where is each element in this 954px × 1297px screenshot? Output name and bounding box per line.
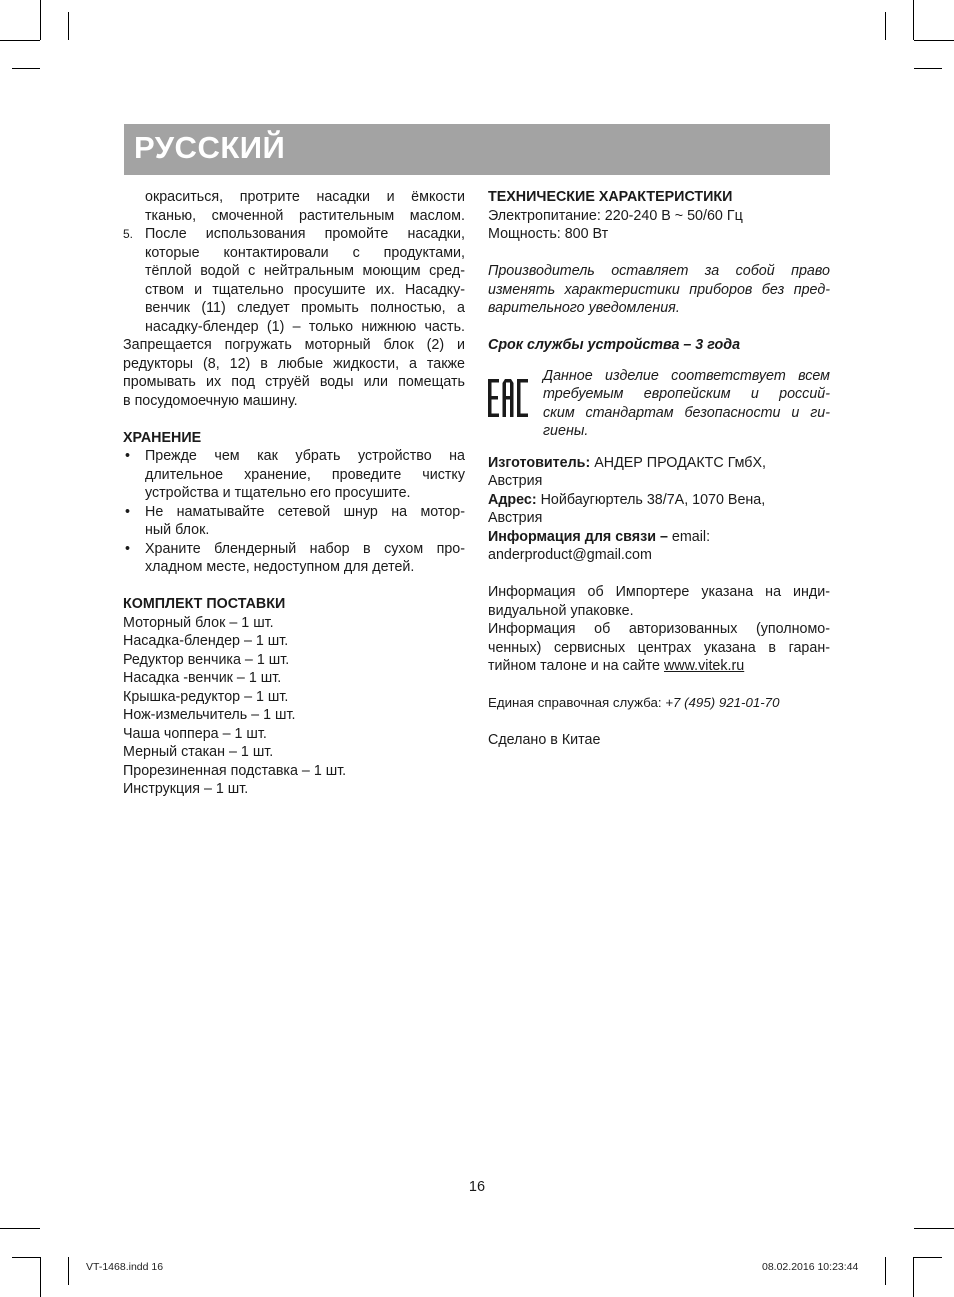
package-list (123, 614, 465, 799)
contact-info (488, 528, 830, 547)
page-title: РУССКИЙ (134, 130, 286, 165)
warning-paragraph (123, 336, 465, 410)
list-item: Моторный блок – 1 шт. (123, 614, 274, 631)
crop-mark (913, 0, 914, 40)
text-line: Не наматывайте сетевой шнур на мотор- (145, 503, 465, 520)
list-item: Нож-измельчитель – 1 шт. (123, 707, 296, 723)
storage-item (123, 540, 465, 577)
text-line: Храните блендерный набор в сухом про- (145, 540, 465, 557)
package-heading: КОМПЛЕКТ ПОСТАВКИ (123, 596, 286, 612)
crop-mark (40, 1257, 41, 1297)
text-line: ченных) сервисных центрах указана в гаран- (488, 639, 830, 656)
eac-logo-icon (488, 379, 528, 417)
step-5 (123, 225, 465, 336)
bullet: • (125, 503, 131, 520)
text-line: изменять характеристики приборов без пред- (488, 281, 830, 298)
date-slug: 08.02.2016 10:23:44 (762, 1261, 859, 1273)
service-centers-info (488, 620, 830, 676)
address-label: Адрес: (488, 491, 537, 508)
storage-heading: ХРАНЕНИЕ (123, 429, 202, 446)
text-line: устройства и тщательно его просушите. (145, 485, 411, 501)
crop-mark (885, 12, 886, 40)
address-country: Австрия (488, 510, 543, 526)
list-item: Мерный стакан – 1 шт. (123, 744, 274, 760)
crop-mark (0, 40, 40, 41)
manufacturer-country: Австрия (488, 473, 543, 489)
contact-label: Информация для связи – (488, 528, 668, 545)
text-line: требуемым европейским и россий- (543, 386, 830, 402)
website-link[interactable]: www.vitek.ru (663, 658, 745, 674)
crop-mark (0, 1228, 40, 1229)
text-line: промывать их под струёй воды или помещать (123, 374, 465, 390)
list-item: Прорезиненная подставка – 1 шт. (123, 762, 347, 779)
eac-block (488, 367, 830, 441)
text-line: которые контактировали с продуктами, (145, 244, 465, 261)
text-line: хладном месте, недоступном для детей. (145, 559, 415, 575)
step-number: 5. (123, 227, 134, 241)
text-line: тёплой водой с нейтральным моющим сред- (145, 263, 465, 279)
list-item: Инструкция – 1 шт. (123, 781, 249, 797)
text-line: Данное изделие соответствует всем (543, 367, 830, 384)
service-centers-last: тийном талоне и на сайте (488, 658, 664, 674)
text-line: варительного уведомления. (488, 300, 680, 316)
text-line: ством и тщательно просушите их. Насадку- (145, 281, 465, 298)
list-item: Чаша чоппера – 1 шт. (123, 725, 267, 742)
tech-heading: ТЕХНИЧЕСКИЕ ХАРАКТЕРИСТИКИ (488, 189, 733, 205)
text-line: После использования промойте насадки, (145, 226, 465, 242)
crop-mark (914, 40, 954, 41)
list-item: Редуктор венчика – 1 шт. (123, 651, 290, 668)
contact-email: anderproduct@gmail.com (488, 547, 652, 563)
importer-info (488, 583, 830, 620)
storage-item (123, 503, 465, 540)
page-number: 16 (468, 1179, 486, 1195)
text-line: тканью, смоченной растительным маслом. (145, 207, 465, 224)
bullet: • (125, 448, 131, 464)
crop-mark (12, 1257, 40, 1258)
continued-step (123, 188, 465, 225)
text-line: венчик (11) следует промыть полностью, а (145, 300, 465, 316)
crop-mark (40, 0, 41, 40)
text-line: длительное хранение, проведите чистку (145, 466, 465, 483)
contact-value: email: (667, 528, 711, 545)
list-item: Крышка-редуктор – 1 шт. (123, 688, 289, 705)
text-line: окраситься, протрите насадки и ёмкости (145, 189, 465, 205)
text-line: Информация об Импортере указана на инди- (488, 584, 830, 600)
file-slug: VT-1468.indd 16 (86, 1261, 164, 1273)
made-in: Сделано в Китае (488, 732, 601, 748)
bullet: • (125, 540, 131, 557)
service-life: Срок службы устройства – 3 года (488, 337, 741, 353)
crop-mark (914, 68, 942, 69)
text-line: Запрещается погружать моторный блок (2) и (123, 337, 465, 353)
manufacturer-value: АНДЕР ПРОДАКТС ГмбХ, (590, 454, 766, 471)
power-rating: Мощность: 800 Вт (488, 226, 609, 242)
text-line: Прежде чем как убрать устройство на (145, 448, 465, 464)
power-supply: Электропитание: 220-240 В ~ 50/60 Гц (488, 207, 743, 224)
text-line: ским стандартам безопасности и ги- (543, 404, 830, 421)
manufacturer (488, 454, 830, 473)
manufacturer-label: Изготовитель: (488, 454, 591, 471)
text-line: видуальной упаковке. (488, 602, 634, 619)
text-line: гиены. (543, 423, 589, 439)
text-line (488, 657, 830, 676)
crop-mark (913, 1257, 914, 1297)
helpline-label: Единая справочная служба: (488, 695, 666, 710)
crop-mark (12, 68, 40, 69)
helpline (488, 694, 830, 713)
crop-mark (914, 1228, 954, 1229)
list-item: Насадка-блендер – 1 шт. (123, 633, 289, 649)
list-item: Насадка -венчик – 1 шт. (123, 670, 282, 686)
text-line: Производитель оставляет за собой право (488, 263, 830, 279)
crop-mark (68, 1257, 69, 1285)
helpline-phone: +7 (495) 921-01-70 (665, 695, 780, 710)
left-column (123, 188, 465, 799)
storage-item (123, 447, 465, 503)
crop-mark (885, 1257, 886, 1285)
text-line: Информация об авторизованных (уполномо- (488, 621, 830, 637)
address (488, 491, 830, 510)
text-line: редукторы (8, 12) в любые жидкости, а также (123, 355, 465, 372)
right-column (488, 188, 830, 750)
eac-statement (543, 367, 830, 441)
disclaimer (488, 262, 830, 318)
text-line: насадку-блендер (1) – только нижнюю часть. (145, 318, 465, 335)
language-banner (124, 124, 830, 175)
address-value: Нойбаугюртель 38/7А, 1070 Вена, (536, 491, 766, 508)
crop-mark (68, 12, 69, 40)
crop-mark (914, 1257, 942, 1258)
text-line: ный блок. (145, 522, 210, 538)
text-line: в посудомоечную машину. (123, 392, 298, 409)
